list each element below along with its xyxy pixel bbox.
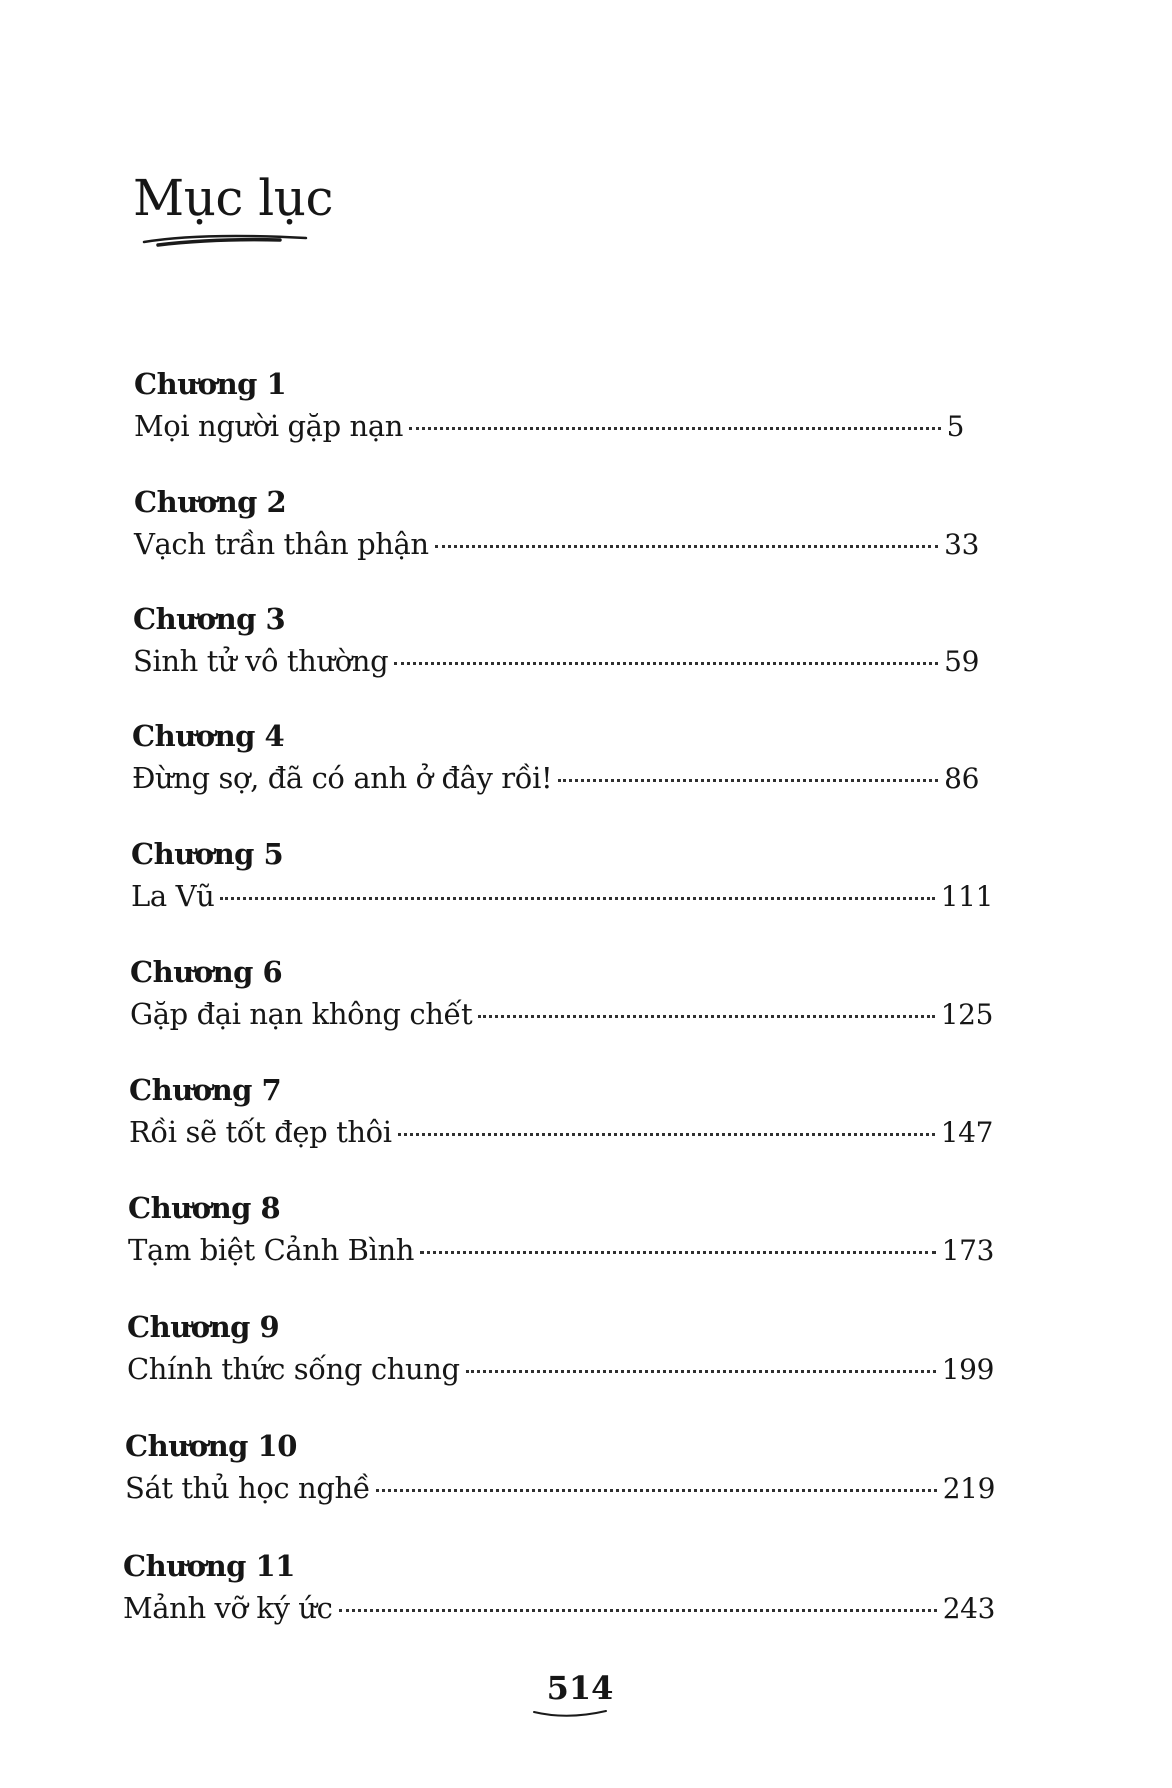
dot-leader xyxy=(394,662,938,665)
chapter-line xyxy=(125,1468,995,1509)
chapter-title: Sinh tử vô thường xyxy=(133,644,389,678)
chapter-heading: Chương 2 xyxy=(134,485,287,519)
chapter-heading: Chương 6 xyxy=(130,955,283,989)
chapter-title: La Vũ xyxy=(131,879,215,913)
page-number: 173 xyxy=(941,1234,994,1267)
chapter-line xyxy=(134,406,964,447)
chapter-line xyxy=(134,524,979,565)
dot-leader xyxy=(409,427,941,430)
page-number: 243 xyxy=(942,1592,995,1625)
chapter-heading: Chương 4 xyxy=(132,719,285,753)
chapter-heading: Chương 5 xyxy=(131,837,284,871)
page-number: 125 xyxy=(940,998,993,1031)
page-number: 147 xyxy=(940,1116,993,1149)
chapter-title: Rồi sẽ tốt đẹp thôi xyxy=(129,1115,392,1149)
toc-entry-6[interactable] xyxy=(130,952,993,1052)
toc-entry-8[interactable] xyxy=(128,1188,994,1288)
toc-entry-1[interactable] xyxy=(134,364,964,464)
chapter-line xyxy=(132,758,979,799)
toc-entry-4[interactable] xyxy=(132,716,979,816)
page-number: 59 xyxy=(944,645,979,678)
page-title: Mục lục xyxy=(133,169,333,227)
page-number: 111 xyxy=(940,880,993,913)
toc-entry-9[interactable] xyxy=(127,1307,994,1407)
page-number: 199 xyxy=(941,1353,994,1386)
dot-leader xyxy=(376,1489,937,1492)
toc-entry-2[interactable] xyxy=(134,482,979,582)
toc-entry-11[interactable] xyxy=(123,1546,995,1646)
chapter-heading: Chương 11 xyxy=(123,1549,295,1583)
page-number: 86 xyxy=(944,762,979,795)
page-number: 219 xyxy=(942,1472,995,1505)
chapter-line xyxy=(128,1230,994,1271)
dot-leader xyxy=(478,1015,935,1018)
toc-entry-10[interactable] xyxy=(125,1426,995,1526)
chapter-title: Đừng sợ, đã có anh ở đây rồi! xyxy=(132,761,553,795)
chapter-line xyxy=(133,641,979,682)
chapter-line xyxy=(129,1112,993,1153)
chapter-title: Sát thủ học nghề xyxy=(125,1471,371,1505)
chapter-line xyxy=(123,1588,995,1629)
dot-leader xyxy=(558,779,938,782)
chapter-line xyxy=(130,994,993,1035)
chapter-heading: Chương 9 xyxy=(127,1310,280,1344)
dot-leader xyxy=(398,1133,935,1136)
dot-leader xyxy=(220,897,934,900)
page-number: 33 xyxy=(944,528,979,561)
chapter-title: Mọi người gặp nạn xyxy=(134,409,403,443)
chapter-line xyxy=(127,1349,994,1390)
toc-entry-7[interactable] xyxy=(129,1070,993,1170)
dot-leader xyxy=(339,1609,937,1612)
chapter-line xyxy=(131,876,993,917)
chapter-title: Mảnh vỡ ký ức xyxy=(123,1591,333,1625)
chapter-heading: Chương 10 xyxy=(125,1429,297,1463)
chapter-title: Tạm biệt Cảnh Bình xyxy=(128,1233,415,1267)
chapter-title: Gặp đại nạn không chết xyxy=(130,997,473,1031)
dot-leader xyxy=(466,1370,936,1373)
chapter-heading: Chương 7 xyxy=(129,1073,282,1107)
page-number: 5 xyxy=(946,410,964,443)
chapter-heading: Chương 1 xyxy=(134,367,287,401)
chapter-heading: Chương 3 xyxy=(133,602,286,636)
chapter-title: Chính thức sống chung xyxy=(127,1352,460,1386)
folio-underline-flourish xyxy=(530,1706,610,1720)
page-folio-number: 514 xyxy=(546,1669,614,1707)
chapter-heading: Chương 8 xyxy=(128,1191,281,1225)
toc-entry-5[interactable] xyxy=(131,834,993,934)
toc-entry-3[interactable] xyxy=(133,599,979,699)
dot-leader xyxy=(420,1251,936,1254)
dot-leader xyxy=(435,545,938,548)
chapter-title: Vạch trần thân phận xyxy=(134,527,429,561)
